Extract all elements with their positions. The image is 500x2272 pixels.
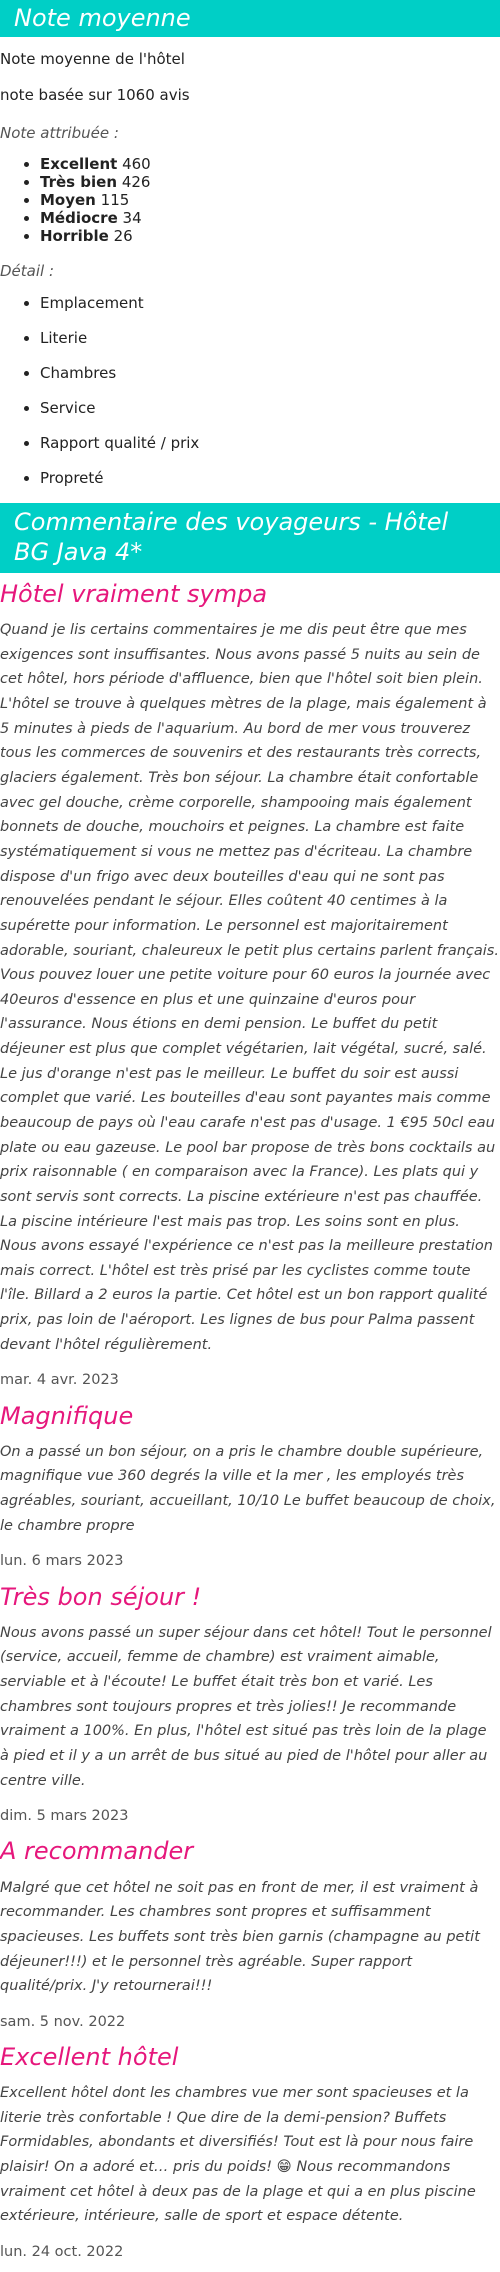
review-body: Nous avons passé un super séjour dans cet hôtel! Tout le personnel (service, accueil, femme de chambre) est vraiment aimable, serviable et à l'écoute! Le buffet était très bon et varié. Les chambres sont toujours propres et très jolies!! Je recommande vraiment a 100%. En plus, l'hôtel est situé pas très loin de la plage à pied et il y a un arrêt de bus situé au pied de l'hôtel pour aller au centre ville. — [0, 1624, 492, 1789]
distribution-count: 26 — [113, 227, 133, 245]
distribution-count: 34 — [122, 209, 142, 227]
review-title: A recommander — [0, 1837, 194, 1866]
distribution-count: 115 — [100, 191, 130, 209]
distribution-label-text: Excellent — [40, 155, 118, 173]
distribution-item — [40, 209, 500, 227]
distribution-item — [40, 173, 500, 191]
rating-details-list — [0, 293, 500, 489]
review-title: Excellent hôtel — [0, 2042, 179, 2071]
rating-distribution-list — [0, 155, 500, 245]
distribution-item — [40, 191, 500, 209]
review-body: On a passé un bon séjour, on a pris le chambre double supérieure, magnifique vue 360 degrés la ville et la mer , les employés très agréables, souriant, accueillant, 10/10 Le buffet beaucoup de choix, le chambre propre — [0, 1443, 496, 1534]
rating-heading: Note moyenne — [0, 0, 500, 37]
review — [0, 1582, 500, 1829]
detail-item: • Emplacement — [40, 293, 500, 314]
detail-item: • Chambres — [40, 363, 500, 384]
review-body: Excellent hôtel dont les chambres vue mer sont spacieuses et la literie très confortable ! Que dire de la demi-pension? Buffets Formidables, abondants et diversifiés! Tout est là pour nous faire plaisir! On a adoré et… pris du poids! 😁 Nous recommandons vraiment cet hôtel à deux pas de la plage et qui a en plus piscine extérieure, intérieure, salle de sport et espace détente. — [0, 2085, 476, 2225]
comments-heading: Commentaire des voyageurs - Hôtel BG Java 4* — [0, 503, 500, 573]
review-date: lun. 6 mars 2023 — [0, 1553, 124, 1570]
review-date: dim. 5 mars 2023 — [0, 1808, 129, 1825]
detail-label: Détail : — [0, 262, 55, 280]
distribution-count: 426 — [121, 173, 151, 191]
distribution-label-text: Médiocre — [40, 209, 118, 227]
detail-item: • Propreté — [40, 468, 500, 489]
distribution-item — [40, 227, 500, 245]
review — [0, 1836, 500, 2034]
detail-item: • Rapport qualité / prix — [40, 433, 500, 454]
distribution-label: Note attribuée : — [0, 124, 119, 142]
review-date: lun. 24 oct. 2022 — [0, 2244, 124, 2260]
review-body: Quand je lis certains commentaires je me dis peut être que mes exigences sont insuffisantes. Nous avons passé 5 nuits au sein de cet hôtel, hors période d'affluence, bien que l'hôtel soit bien plein. L'hôtel se trouve à quelques mètres de la plage, mais également à 5 minutes à pieds de l'aquarium. Au bord de mer vous trouverez tous les commerces de souvenirs et des restaurants très corrects, glaciers également. Très bon séjour. La chambre était confortable avec gel douche, crème corporelle, shampooing mais également bonnets de douche, mouchoirs et peignes. La chambre est faite systématiquement si vous ne mettez pas d'écriteau. La chambre dispose d'un frigo avec deux bouteilles d'eau qui ne sont pas renouvelées pendant le séjour. Elles coûtent 40 centimes à la supérette pour information. Le personnel est majoritairement adorable, souriant, chaleureux le petit plus certains parlent français. Vous pouvez louer une petite voiture pour 60 euros la journée avec 40euros d'essence en plus et une quinzaine d'euros pour l'assurance. Nous étions en demi pension. Le buffet du petit déjeuner est plus que complet végétarien, lait végétal, sucré, salé. Le jus d'orange n'est pas le meilleur. Le buffet du soir est aussi complet que varié. Les bouteilles d'eau sont payantes mais comme beaucoup de pays où l'eau carafe n'est pas d'usage. 1 €95 50cl eau plate ou eau gazeuse. Le pool bar propose de très bons cocktails au prix raisonnable ( en comparaison avec la France). Les plats qui y sont servis sont corrects. La piscine extérieure n'est pas chauffée. La piscine intérieure l'est mais pas trop. Les soins sont en plus. Nous avons essayé l'expérience ce n'est pas la meilleure prestation mais correct. L'hôtel est très prisé par les cyclistes comme toute l'île. Billard a 2 euros la partie. Cet hôtel est un bon rapport qualité prix, pas loin de l'aéroport. Les lignes de bus pour Palma passent devant l'hôtel régulièrement. — [0, 622, 499, 1353]
detail-item: • Service — [40, 398, 500, 419]
review-date: mar. 4 avr. 2023 — [0, 1372, 119, 1389]
review-title: Très bon séjour ! — [0, 1582, 202, 1611]
review-date: sam. 5 nov. 2022 — [0, 2013, 126, 2030]
review — [0, 2042, 500, 2264]
distribution-item — [40, 155, 500, 173]
distribution-label-text: Très bien — [40, 173, 118, 191]
distribution-label-text: Moyen — [40, 191, 96, 209]
review — [0, 1401, 500, 1574]
comments-section — [0, 503, 500, 2264]
hotel-rating-label: Note moyenne de l'hôtel — [0, 50, 185, 68]
review-body: Malgré que cet hôtel ne soit pas en front de mer, il est vraiment à recommander. Les chambres sont propres et suffisamment spacieuses. Les buffets sont très bien garnis (champagne au petit déjeuner!!!) et le personnel très agréable. Super rapport qualité/prix. J'y retournerai!!! — [0, 1879, 480, 1995]
distribution-label-text: Horrible — [40, 227, 109, 245]
review-title: Magnifique — [0, 1401, 134, 1430]
review — [0, 579, 500, 1393]
detail-item: • Literie — [40, 328, 500, 349]
review-count: note basée sur 1060 avis — [0, 86, 190, 104]
distribution-count: 460 — [122, 155, 151, 173]
rating-section — [0, 0, 500, 489]
review-title: Hôtel vraiment sympa — [0, 580, 268, 608]
